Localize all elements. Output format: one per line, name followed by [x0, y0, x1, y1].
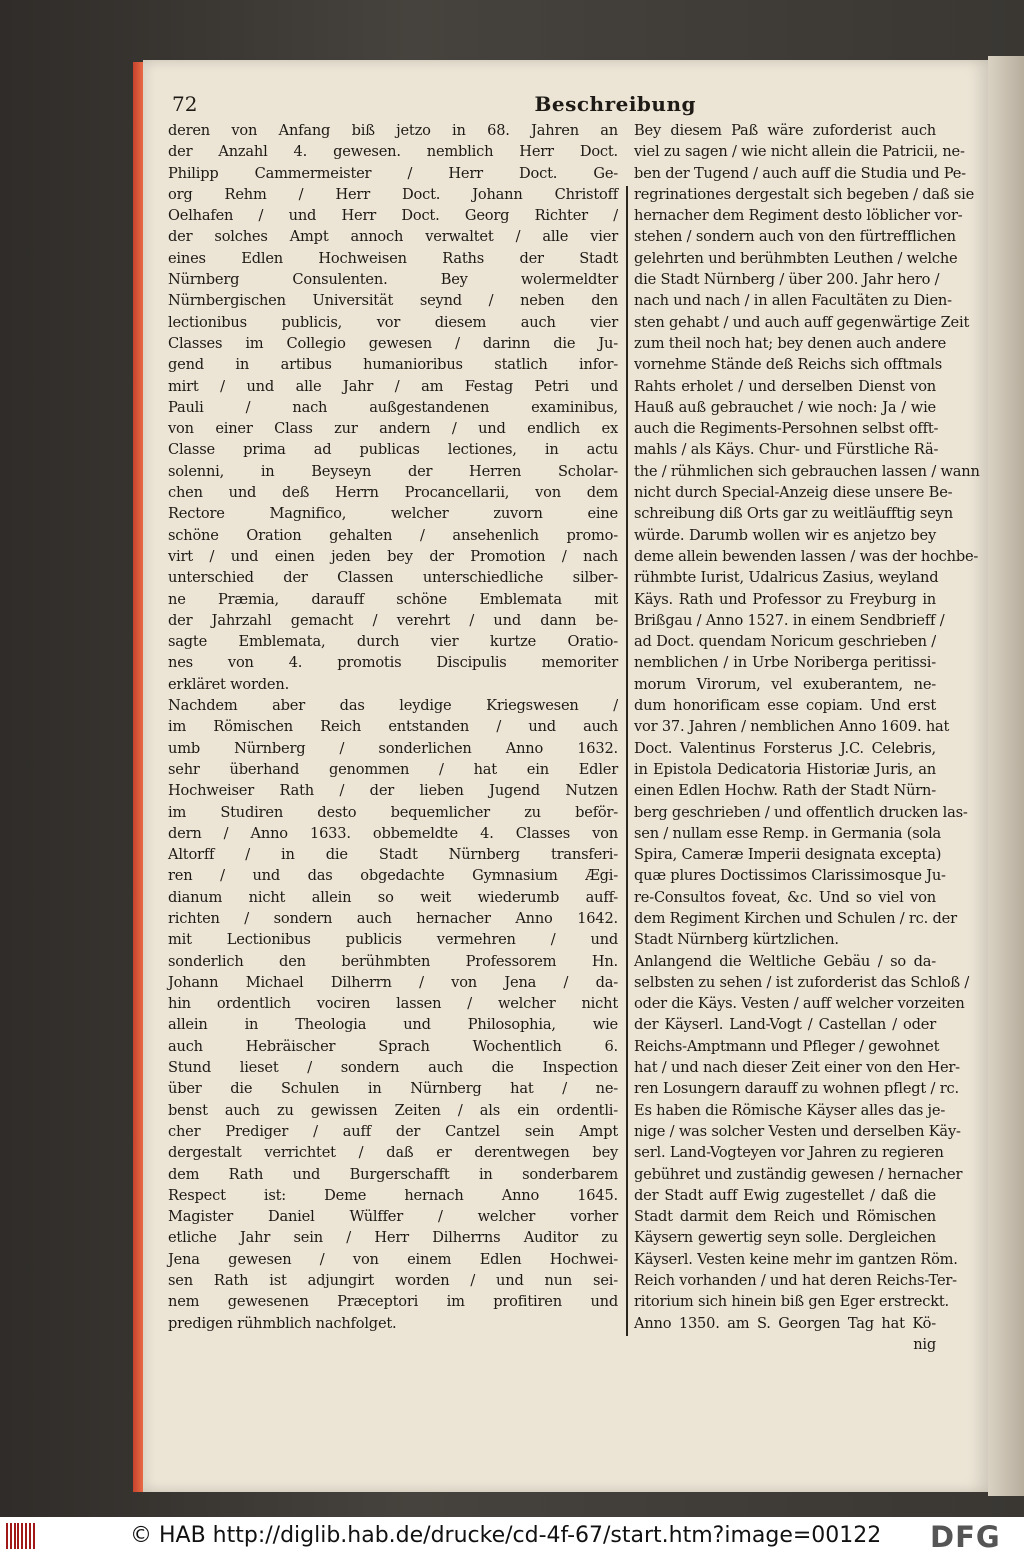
text-line: Nürnbergischen Universität seynd / neben den	[168, 292, 618, 310]
text-line: Anlangend die Weltliche Gebäu / so da-	[634, 952, 936, 970]
text-line: sehr überhand genommen / hat ein Edler	[168, 760, 618, 778]
text-line: hin ordentlich vociren lassen / welcher nicht	[168, 995, 618, 1013]
text-line: nig	[913, 1335, 936, 1353]
text-line: sagte Emblemata, durch vier kurtze Oratio-	[168, 633, 618, 651]
page-header	[172, 92, 696, 120]
text-line: Hochweiser Rath / der lieben Jugend Nutzen	[168, 782, 618, 800]
text-line: mahls / als Käys. Chur- und Fürstliche Rä-	[634, 441, 939, 459]
text-line: dem Rath und Burgerschafft in sonderbarem	[168, 1165, 618, 1183]
text-line: Es haben die Römische Käyser alles das je-	[634, 1101, 946, 1119]
text-line: selbsten zu sehen / ist zuforderist das Schloß /	[634, 973, 970, 991]
text-line: vornehme Stände deß Reichs sich offtmals	[634, 356, 943, 374]
text-line: Brißgau / Anno 1527. in einem Sendbrieff /	[634, 611, 945, 629]
text-line: mirt / und alle Jahr / am Festag Petri und	[168, 377, 618, 395]
text-line: vor 37. Jahren / nemblichen Anno 1609. hat	[634, 718, 950, 736]
text-line: Reich vorhanden / und hat deren Reichs-Ter-	[634, 1272, 957, 1290]
text-line: gelehrten und berühmbten Leuthen / welche	[634, 249, 958, 267]
text-line: Classe prima ad publicas lectiones, in actu	[168, 441, 618, 459]
text-line: Altorff / in die Stadt Nürnberg transferi-	[168, 846, 618, 864]
text-line: nes von 4. promotis Discipulis memoriter	[168, 654, 618, 672]
text-line: schreibung diß Orts gar zu weitläufftig seyn	[634, 505, 953, 523]
text-line: regrinationes dergestalt sich begeben / daß sie	[634, 185, 975, 203]
text-line: umb Nürnberg / sonderlichen Anno 1632.	[168, 739, 618, 757]
text-line: Stund lieset / sondern auch die Inspection	[168, 1059, 618, 1077]
text-line: hat / und nach dieser Zeit einer von den Her-	[634, 1059, 960, 1077]
text-line: predigen rühmblich nachfolget.	[168, 1314, 397, 1332]
text-line: im Römischen Reich entstanden / und auch	[168, 718, 618, 736]
text-line: sen Rath ist adjungirt worden / und nun sei-	[168, 1272, 618, 1290]
text-line: Stadt Nürnberg kürtzlichen.	[634, 931, 839, 949]
text-line: etliche Jahr sein / Herr Dilherrns Auditor zu	[168, 1229, 618, 1247]
text-line: auch die Regiments-Persohnen selbst offt-	[634, 420, 939, 438]
text-line: Anno 1350. am S. Georgen Tag hat Kö-	[634, 1314, 936, 1332]
text-line: dern / Anno 1633. obbemeldte 4. Classes von	[168, 824, 618, 842]
text-line: solenni, in Beyseyn der Herren Scholar-	[168, 462, 618, 480]
text-line: hernacher dem Regiment desto löblicher vor-	[634, 207, 963, 225]
text-line: sten gehabt / und auch auff gegenwärtige Zeit	[634, 313, 970, 331]
hab-logo-icon	[6, 1523, 40, 1549]
text-line: nige / was solcher Vesten und derselben Käy-	[634, 1122, 961, 1140]
text-line: Nürnberg Consulenten. Bey wolermeldter	[168, 271, 618, 289]
text-line: nach und nach / in allen Facultäten zu Dien-	[634, 292, 952, 310]
dfg-logo: DFG	[930, 1520, 1001, 1554]
text-line: rühmbte Iurist, Udalricus Zasius, weyland	[634, 569, 939, 587]
text-line: ren / und das obgedachte Gymnasium Ægi-	[168, 867, 618, 885]
text-line: org Rehm / Herr Doct. Johann Christoff	[168, 185, 618, 203]
right-text-column	[634, 120, 980, 1355]
text-line: über die Schulen in Nürnberg hat / ne-	[168, 1080, 618, 1098]
text-line: Classes im Collegio gewesen / darinn die Ju-	[168, 334, 618, 352]
text-line: deme allein bewenden lassen / was der hochbe-	[634, 547, 979, 565]
text-line: von einer Class zur andern / und endlich ex	[168, 420, 618, 438]
text-line: ben der Tugend / auch auff die Studia und Pe-	[634, 164, 966, 182]
text-line: zum theil noch hat; bey denen auch andere	[634, 334, 947, 352]
text-line: richten / sondern auch hernacher Anno 1642.	[168, 909, 618, 927]
left-text-column	[168, 120, 618, 1334]
text-line: dergestalt verrichtet / daß er derentwegen bey	[168, 1144, 618, 1162]
text-line: dem Regiment Kirchen und Schulen / rc. der	[634, 909, 957, 927]
text-line: der solches Ampt annoch verwaltet / alle vier	[168, 228, 618, 246]
text-line: mit Lectionibus publicis vermehren / und	[168, 931, 618, 949]
text-line: gend in artibus humanioribus statlich infor-	[168, 356, 618, 374]
text-line: die Stadt Nürnberg / über 200. Jahr hero /	[634, 271, 940, 289]
text-line: dianum nicht allein so weit wiederumb auff-	[168, 888, 618, 906]
column-divider	[626, 186, 628, 1336]
text-line: virt / und einen jeden bey der Promotion / nach	[168, 547, 618, 565]
text-line: berg geschrieben / und offentlich drucken las-	[634, 803, 968, 821]
text-line: auch Hebräischer Sprach Wochentlich 6.	[168, 1037, 618, 1055]
text-line: re-Consultos foveat, &c. Und so viel von	[634, 888, 936, 906]
text-line: sen / nullam esse Remp. in Germania (sola	[634, 824, 942, 842]
text-line: der Anzahl 4. gewesen. nemblich Herr Doct.	[168, 143, 618, 161]
facing-page-edge	[988, 56, 1024, 1496]
text-line: ad Doct. quendam Noricum geschrieben /	[634, 633, 936, 651]
text-line: sonderlich den berühmbten Professorem Hn.	[168, 952, 618, 970]
text-line: Rectore Magnifico, welcher zuvorn eine	[168, 505, 618, 523]
text-line: Respect ist: Deme hernach Anno 1645.	[168, 1186, 618, 1204]
text-line: Käyserl. Vesten keine mehr im gantzen Röm.	[634, 1250, 958, 1268]
text-line: viel zu sagen / wie nicht allein die Patricii, ne-	[634, 143, 965, 161]
text-line: Hauß auß gebrauchet / wie noch: Ja / wie	[634, 398, 936, 416]
text-line: ne Præmia, darauff schöne Emblemata mit	[168, 590, 618, 608]
text-line: stehen / sondern auch von den fürtrefflichen	[634, 228, 956, 246]
text-line: deren von Anfang biß jetzo in 68. Jahren an	[168, 122, 618, 139]
copyright-url: © HAB http://diglib.hab.de/drucke/cd-4f-67/start.htm?image=00122	[130, 1523, 882, 1548]
text-line: Bey diesem Paß wäre zuforderist auch	[634, 122, 936, 139]
text-line: Rahts erholet / und derselben Dienst von	[634, 377, 936, 395]
text-line: Spira, Cameræ Imperii designata excepta)	[634, 846, 942, 864]
text-line: gebühret und zuständig gewesen / hernacher	[634, 1165, 963, 1183]
text-line: nicht durch Special-Anzeig diese unsere Be-	[634, 484, 953, 502]
text-line: in Epistola Dedicatoria Historiæ Juris, an	[634, 760, 936, 778]
text-line: einen Edlen Hochw. Rath der Stadt Nürn-	[634, 782, 936, 800]
footer-bar	[0, 1517, 1024, 1555]
text-line: oder die Käys. Vesten / auff welcher vorzeiten	[634, 995, 965, 1013]
text-line: eines Edlen Hochweisen Raths der Stadt	[168, 249, 618, 267]
text-line: schöne Oration gehalten / ansehenlich promo-	[168, 526, 618, 544]
text-line: Jena gewesen / von einem Edlen Hochwei-	[168, 1250, 618, 1268]
text-line: unterschied der Classen unterschiedliche silber-	[168, 569, 618, 587]
text-line: Nachdem aber das leydige Kriegswesen /	[168, 697, 618, 715]
page-edge	[133, 62, 143, 1492]
text-line: Philipp Cammermeister / Herr Doct. Ge-	[168, 164, 618, 182]
text-line: chen und deß Herrn Procancellarii, von dem	[168, 484, 618, 502]
text-line: nem gewesenen Præceptori im profitiren und	[168, 1293, 618, 1311]
text-line: Doct. Valentinus Forsterus J.C. Celebris,	[634, 739, 936, 757]
text-line: benst auch zu gewissen Zeiten / als ein ordentli-	[168, 1101, 618, 1119]
text-line: quæ plures Doctissimos Clarissimosque Ju-	[634, 867, 946, 885]
text-line: erkläret worden.	[168, 675, 290, 693]
text-line: ritorium sich hinein biß gen Eger erstreckt.	[634, 1293, 949, 1311]
text-line: dum honorificam esse copiam. Und erst	[634, 697, 936, 715]
text-line: ren Losungern darauff zu wohnen pflegt / rc.	[634, 1080, 959, 1098]
text-line: nemblichen / in Urbe Noriberga peritissi-	[634, 654, 936, 672]
text-line: Pauli / nach außgestandenen examinibus,	[168, 398, 618, 416]
text-line: Stadt darmit dem Reich und Römischen	[634, 1208, 936, 1226]
page-number: 72	[172, 92, 198, 116]
text-line: der Jahrzahl gemacht / verehrt / und dann be-	[168, 611, 618, 629]
text-line: Käysern gewertig seyn solle. Dergleichen	[634, 1229, 936, 1247]
text-line: Käys. Rath und Professor zu Freyburg in	[634, 590, 936, 608]
text-line: cher Prediger / auff der Cantzel sein Ampt	[168, 1122, 618, 1140]
text-line: serl. Land-Vogteyen vor Jahren zu regieren	[634, 1144, 944, 1162]
text-line: allein in Theologia und Philosophia, wie	[168, 1016, 618, 1034]
text-line: the / rühmlichen sich gebrauchen lassen / wann	[634, 462, 980, 480]
text-line: Magister Daniel Wülffer / welcher vorher	[168, 1208, 618, 1226]
text-line: morum Virorum, vel exuberantem, ne-	[634, 675, 936, 693]
text-line: Oelhafen / und Herr Doct. Georg Richter /	[168, 207, 618, 225]
text-line: Reichs-Amptmann und Pfleger / gewohnet	[634, 1037, 940, 1055]
text-line: der Stadt auff Ewig zugestellet / daß die	[634, 1186, 936, 1204]
text-line: lectionibus publicis, vor diesem auch vier	[168, 313, 618, 331]
running-head: Beschreibung	[534, 92, 696, 116]
text-line: würde. Darumb wollen wir es anjetzo bey	[634, 526, 936, 544]
text-line: Johann Michael Dilherrn / von Jena / da-	[168, 973, 618, 991]
text-line: im Studiren desto bequemlicher zu beför-	[168, 803, 618, 821]
text-line: der Käyserl. Land-Vogt / Castellan / oder	[634, 1016, 936, 1034]
